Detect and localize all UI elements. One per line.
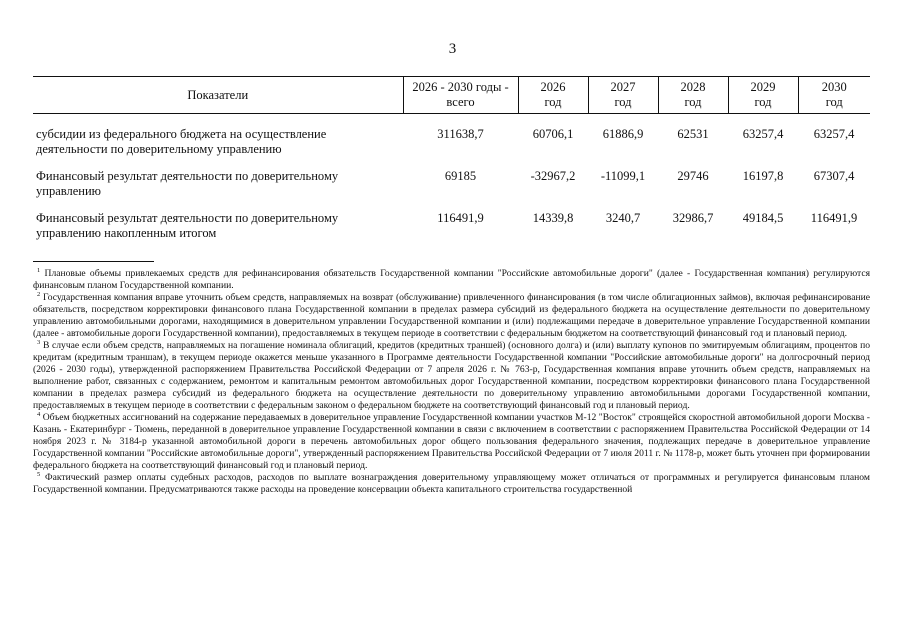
footnote-mark: 5 bbox=[37, 470, 41, 478]
footnote-divider bbox=[33, 261, 154, 262]
footnote-mark: 1 bbox=[37, 266, 41, 274]
header-2030: 2030 год bbox=[798, 77, 870, 114]
cell-2028: 32986,7 bbox=[672, 211, 714, 225]
table-row bbox=[33, 199, 870, 241]
cell-2027: 61886,9 bbox=[602, 127, 644, 141]
cell-total: 311638,7 bbox=[437, 127, 484, 141]
cell-2027: 3240,7 bbox=[605, 211, 641, 225]
cell-2026: -32967,2 bbox=[530, 169, 576, 183]
cell-2029: 16197,8 bbox=[742, 169, 784, 183]
cell-2026: 60706,1 bbox=[532, 127, 574, 141]
table-row bbox=[33, 114, 870, 158]
indicators-table bbox=[33, 76, 870, 241]
footnotes bbox=[33, 268, 870, 496]
cell-2028: 62531 bbox=[677, 127, 709, 141]
cell-2026: 14339,8 bbox=[532, 211, 574, 225]
cell-2029: 49184,5 bbox=[742, 211, 784, 225]
row-label: субсидии из федерального бюджета на осуществление деятельности по доверительному управлению bbox=[36, 127, 327, 156]
table-row bbox=[33, 157, 870, 199]
footnote: $^1$ Плановые объемы привлекаемых средств для рефинансирования обязательств Государственной компании "Российские автомобильные дороги" (далее - Государственная компания) регулируются финансовым планом Государственной компании. bbox=[33, 266, 870, 291]
table-header-row bbox=[33, 77, 870, 114]
header-2029: 2029 год bbox=[728, 77, 798, 114]
cell-2027: -11099,1 bbox=[600, 169, 646, 183]
header-total: 2026 - 2030 годы - всего bbox=[403, 77, 518, 114]
footnote: $^3$ В случае если объем средств, направляемых на погашение номинала облигаций, кредитов (кредитных траншей) (основного долга) и (или) выплату купонов по эмитируемым облигациям, процентов по кредитам (кредитным траншам), в текущем периоде окажется меньше указанного в Программе деятельности Государственной компании "Российские автомобильные дороги" на долгосрочный период (2026 - 2030 годы), утвержденной распоряжением Правительства Российской Федерации от 7 апреля 2026 г. № 763-р, Государственная компания вправе уточнить объем средств, направляемых на выполнение работ, связанных с содержанием, ремонтом и капитальным ремонтом автомобильных дорог Государственной компании, посредством корректировки финансового плана Государственной компании в пределах размера субсидий из федерального бюджета на осуществление деятельности по доверительному управлению автомобильными дорогами Государственной компании, предоставляемых в текущем периоде в соответствии с федеральным законом о федеральном бюджете на соответствующий финансовый год и плановый период. bbox=[33, 338, 871, 411]
row-label: Финансовый результат деятельности по доверительному управлению накопленным итогом bbox=[36, 211, 339, 240]
cell-2029: 63257,4 bbox=[742, 127, 784, 141]
footnote: $^4$ Объем бюджетных ассигнований на содержание передаваемых в доверительное управление Государственной компании участков М-12 "Восток" строящейся скоростной автомобильной дороги Москва - Казань - Екатеринбург - Тюмень, переданной в доверительное управление Государственной компании в связи с включением в соответствии с распоряжением Правительства Российской Федерации от 14 ноября 2023 г. № 3184-р указанной автомобильной дороги в перечень автомобильных дорог общего пользования федерального значения, подлежащих передаче в доверительное управление Государственной компании "Российские автомобильные дороги", утвержденный распоряжением Правительства Российской Федерации от 7 июля 2011 г. № 1178-р, может быть уточнен при формировании федерального бюджета на соответствующий финансовый год и плановый период. bbox=[33, 410, 870, 471]
cell-2030: 63257,4 bbox=[813, 127, 855, 141]
header-2026: 2026 год bbox=[518, 77, 588, 114]
cell-2028: 29746 bbox=[677, 169, 709, 183]
row-label: Финансовый результат деятельности по доверительному управлению bbox=[36, 169, 339, 198]
header-indicators: Показатели bbox=[33, 77, 403, 114]
footnote: $^2$ Государственная компания вправе уточнить объем средств, направляемых на возврат (обслуживание) привлеченного финансирования (в том числе облигационных займов), включая рефинансирование обязательств, посредством корректировки финансового плана Государственной компании в пределах размера субсидий из федерального бюджета на осуществление деятельности по доверительному управлению автомобильными дорогами, находящимися в доверительном управлении Государственной компании и (или) подлежащими передаче в доверительное управление Государственной компании (далее - автомобильные дороги Государственной компании), предоставляемых в текущем периоде в соответствии с федеральным бюджетом на соответствующий финансовый год и плановый период. bbox=[33, 290, 870, 339]
cell-2030: 116491,9 bbox=[810, 211, 858, 225]
header-2027: 2027 год bbox=[588, 77, 658, 114]
header-2028: 2028 год bbox=[658, 77, 728, 114]
page-number: 3 bbox=[448, 41, 457, 57]
footnote: $^5$ Фактический размер оплаты судебных расходов, расходов по выплате вознаграждения доверительному управляющему может отличаться от программных и регулируется финансовым планом Государственной компании. Предусматриваются также расходы на проведение консервации объекта капитального строительства государственной bbox=[33, 470, 870, 495]
footnote-mark: 4 bbox=[37, 410, 41, 418]
footnote-mark: 3 bbox=[37, 338, 41, 346]
cell-total: 69185 bbox=[444, 169, 477, 183]
cell-2030: 67307,4 bbox=[813, 169, 855, 183]
footnote-mark: 2 bbox=[37, 290, 41, 298]
cell-total: 116491,9 bbox=[437, 211, 484, 225]
